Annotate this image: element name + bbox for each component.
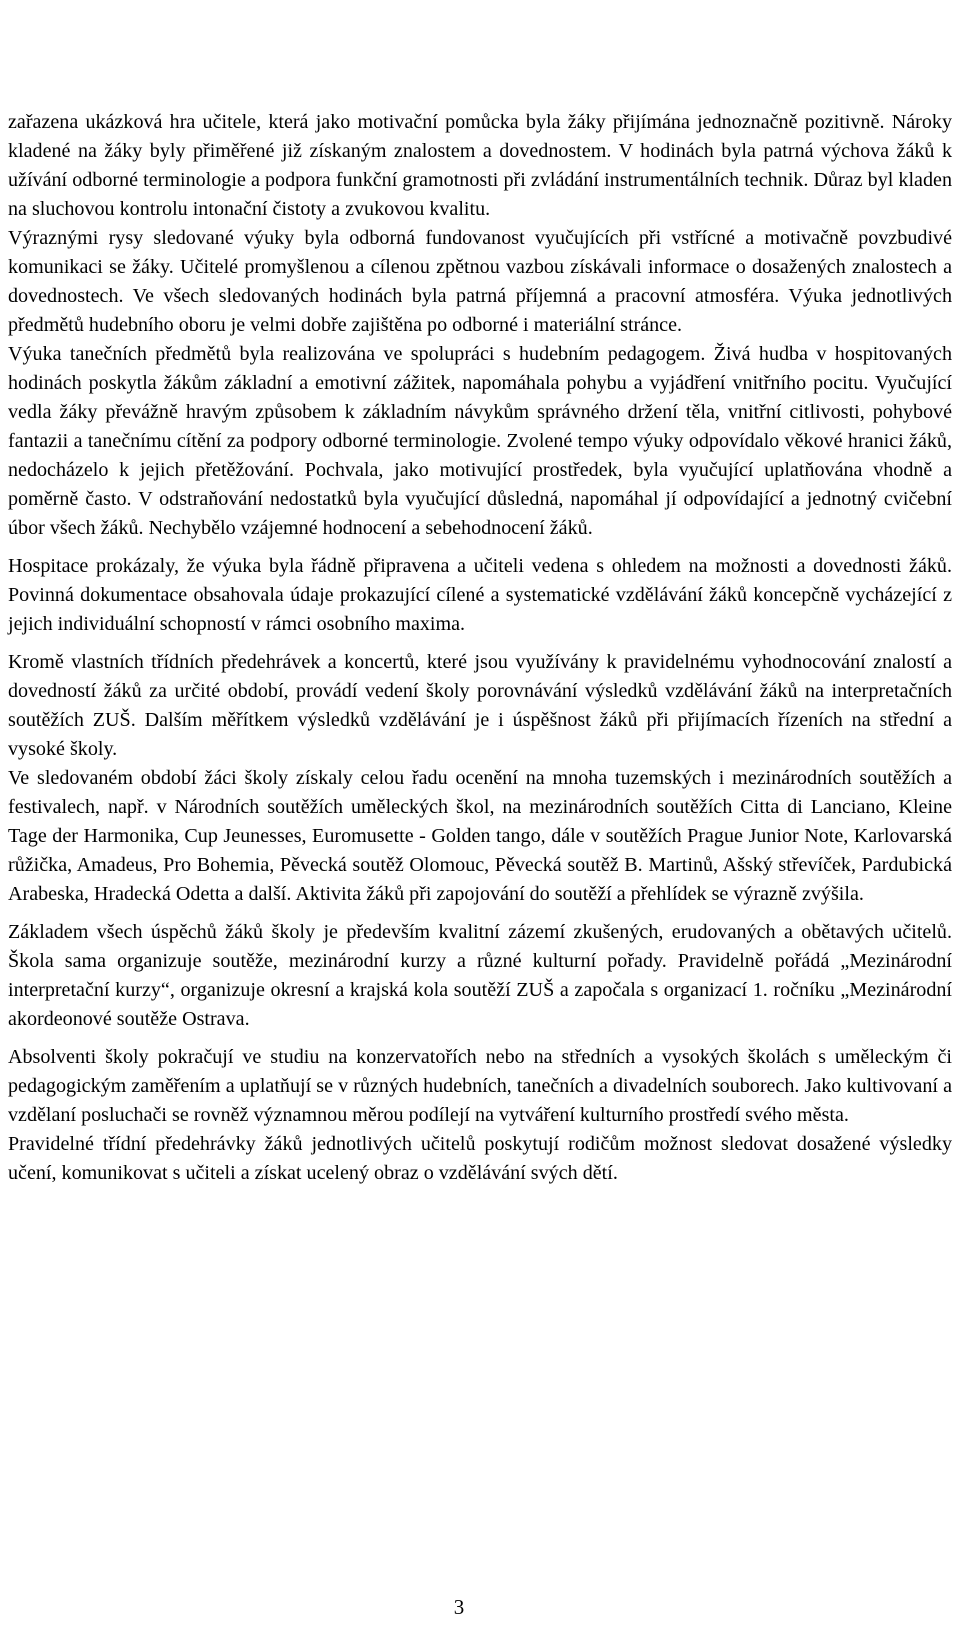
paragraph: Absolventi školy pokračují ve studiu na konzervatořích nebo na středních a vysokých školách s uměleckým či pedagogickým zaměřením a uplatňují se v různých hudebních, tanečních a divadelních souborech. Jako kultivovaní a vzdělaní posluchači se rovněž významnou měrou podílejí na vytváření kulturního prostředí svého města. [8, 1046, 952, 1126]
paragraph: Hospitace prokázaly, že výuka byla řádně připravena a učiteli vedena s ohledem na možnosti a dovednosti žáků. Povinná dokumentace obsahovala údaje prokazující cílené a systematické vzdělávání žáků koncepčně vycházející z jejich individuální schopností v rámci osobního maxima. [8, 555, 952, 635]
paragraph: zařazena ukázková hra učitele, která jako motivační pomůcka byla žáky přijímána jednoznačně pozitivně. Nároky kladené na žáky byly přiměřené již získaným znalostem a dovednostem. V hodinách byla patrná výchova žáků k užívání odborné terminologie a podpora funkční gramotnosti při zvládání instrumentálních technik. Důraz byl kladen na sluchovou kontrolu intonační čistoty a zvukovou kvalitu. [8, 111, 952, 220]
paragraph: Kromě vlastních třídních předehrávek a koncertů, které jsou využívány k pravidelnému vyhodnocování znalostí a dovedností žáků za určité období, provádí vedení školy porovnávání výsledků vzdělávání žáků na interpretačních soutěžích ZUŠ. Dalším měřítkem výsledků vzdělávání je i úspěšnost žáků při přijímacích řízeních na střední a vysoké školy. [8, 651, 952, 760]
inspectorate-title: Moravskoslezský inspektorát České školní inspekce [6, 6, 485, 31]
paragraph: Výuka tanečních předmětů byla realizována ve spolupráci s hudebním pedagogem. Živá hudba v hospitovaných hodinách poskytla žákům základní a emotivní zážitek, napomáhala pohybu a vyjádření vnitřního pocitu. Vyučující vedla žáky převážně hravým způsobem k základním návykům správného držení těla, vnitřní citlivosti, pohybové fantazii a tanečnímu cítění za podpory odborné terminologie. Zvolené tempo výuky odpovídalo věkové hranici žáků, nedocházelo k jejich přetěžování. Pochvala, jako motivující prostředek, byla vyučující uplatňována vhodně a poměrně často. V odstraňování nedostatků byla vyučující důsledná, napomáhal jí odpovídající a jednotný cvičební úbor všech žáků. Nechybělo vzájemné hodnocení a sebehodnocení žáků. [8, 343, 952, 539]
report-type: Inspekční zpráva [785, 8, 944, 33]
paragraph: Výraznými rysy sledované výuky byla odborná fundovanost vyučujících při vstřícné a motivačně povzbudivé komunikaci se žáky. Učitelé promyšlenou a cílenou zpětnou vazbou získávali informace o dosažených znalostech a dovednostech. Ve všech sledovaných hodinách byla patrná příjemná a pracovní atmosféra. Výuka jednotlivých předmětů hudebního oboru je velmi dobře zajištěna po odborné i materiální stránce. [8, 227, 952, 336]
paragraph: Základem všech úspěchů žáků školy je především kvalitní zázemí zkušených, erudovaných a obětavých učitelů. Škola sama organizuje soutěže, mezinárodní kurzy a různé kulturní pořady. Pravidelně pořádá „Mezinárodní interpretační kurzy“, organizuje okresní a krajská kola soutěží ZUŠ a započala s organizací 1. ročníku „Mezinárodní akordeonové soutěže Ostrava. [8, 921, 952, 1030]
report-body [8, 108, 952, 1188]
reference-number: Čj.: ČŠIT-2508/11-T [759, 38, 944, 63]
header-right-block [760, 6, 944, 66]
paragraph: Ve sledovaném období žáci školy získaly celou řadu ocenění na mnoha tuzemských i mezinárodních soutěžích a festivalech, např. v Národních soutěžích uměleckých škol, na mezinárodních soutěžích Citta di Lanciano, Kleine Tage der Harmonika, Cup Jeunesses, Euromusette - Golden tango, dále v soutěžích Prague Junior Note, Karlovarská růžička, Amadeus, Pro Bohemia, Pěvecká soutěž Olomouc, Pěvecká soutěž B. Martinů, Ašský střevíček, Pardubická Arabeska, Hradecká Odetta a další. Aktivita žáků při zapojování do soutěží a přehlídek se výrazně zvýšila. [8, 767, 952, 905]
paragraph: Pravidelné třídní předehrávky žáků jednotlivých učitelů poskytují rodičům možnost sledovat dosažené výsledky učení, komunikovat s učiteli a získat ucelený obraz o vzdělávání svých dětí. [8, 1133, 952, 1184]
page-header [0, 0, 960, 74]
page-number: 3 [453, 1595, 465, 1619]
